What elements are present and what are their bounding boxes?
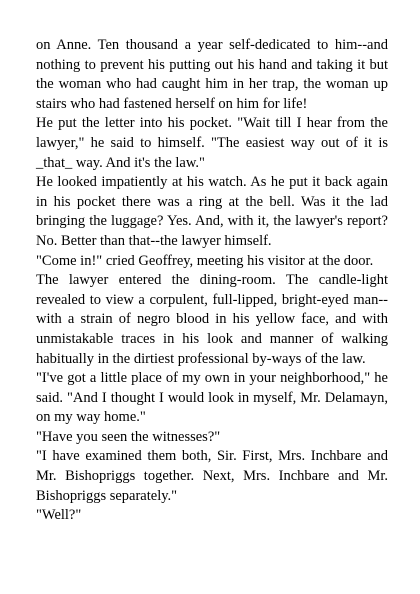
paragraph: "Well?" <box>36 507 82 524</box>
paragraph: "I have examined them both, Sir. First, Mrs. Inchbare and Mr. Bishopriggs together. Next, Mrs. Inchbare and Mr. Bishopriggs separately." <box>36 448 388 504</box>
paragraph: on Anne. Ten thousand a year self-dedicated to him--and nothing to prevent his putting out his hand and taking it but the woman who had caught him in her trap, the woman up stairs who had fastened herself on him for life! <box>36 37 388 112</box>
paragraph: The lawyer entered the dining-room. The candle-light revealed to view a corpulent, full-lipped, bright-eyed man--with a strain of negro blood in his yellow face, and with unmistakable traces in his look and manner of walking habitually in the dirtiest professional by-ways of the law. <box>36 272 388 367</box>
paragraph: He looked impatiently at his watch. As he put it back again in his pocket there was a ring at the bell. Was it the lad bringing the luggage? Yes. And, with it, the lawyer's report? No. Better than that--the lawyer himself. <box>36 174 388 249</box>
page-body <box>36 36 388 526</box>
paragraph: "Have you seen the witnesses?" <box>36 428 221 445</box>
paragraph: "Come in!" cried Geoffrey, meeting his visitor at the door. <box>36 252 374 269</box>
paragraph: "I've got a little place of my own in your neighborhood," he said. "And I thought I would look in myself, Mr. Delamayn, on my way home." <box>36 370 388 426</box>
paragraph: He put the letter into his pocket. "Wait till I hear from the lawyer," he said to himself. "The easiest way out of it is _that_ way. And it's the law." <box>36 115 388 171</box>
